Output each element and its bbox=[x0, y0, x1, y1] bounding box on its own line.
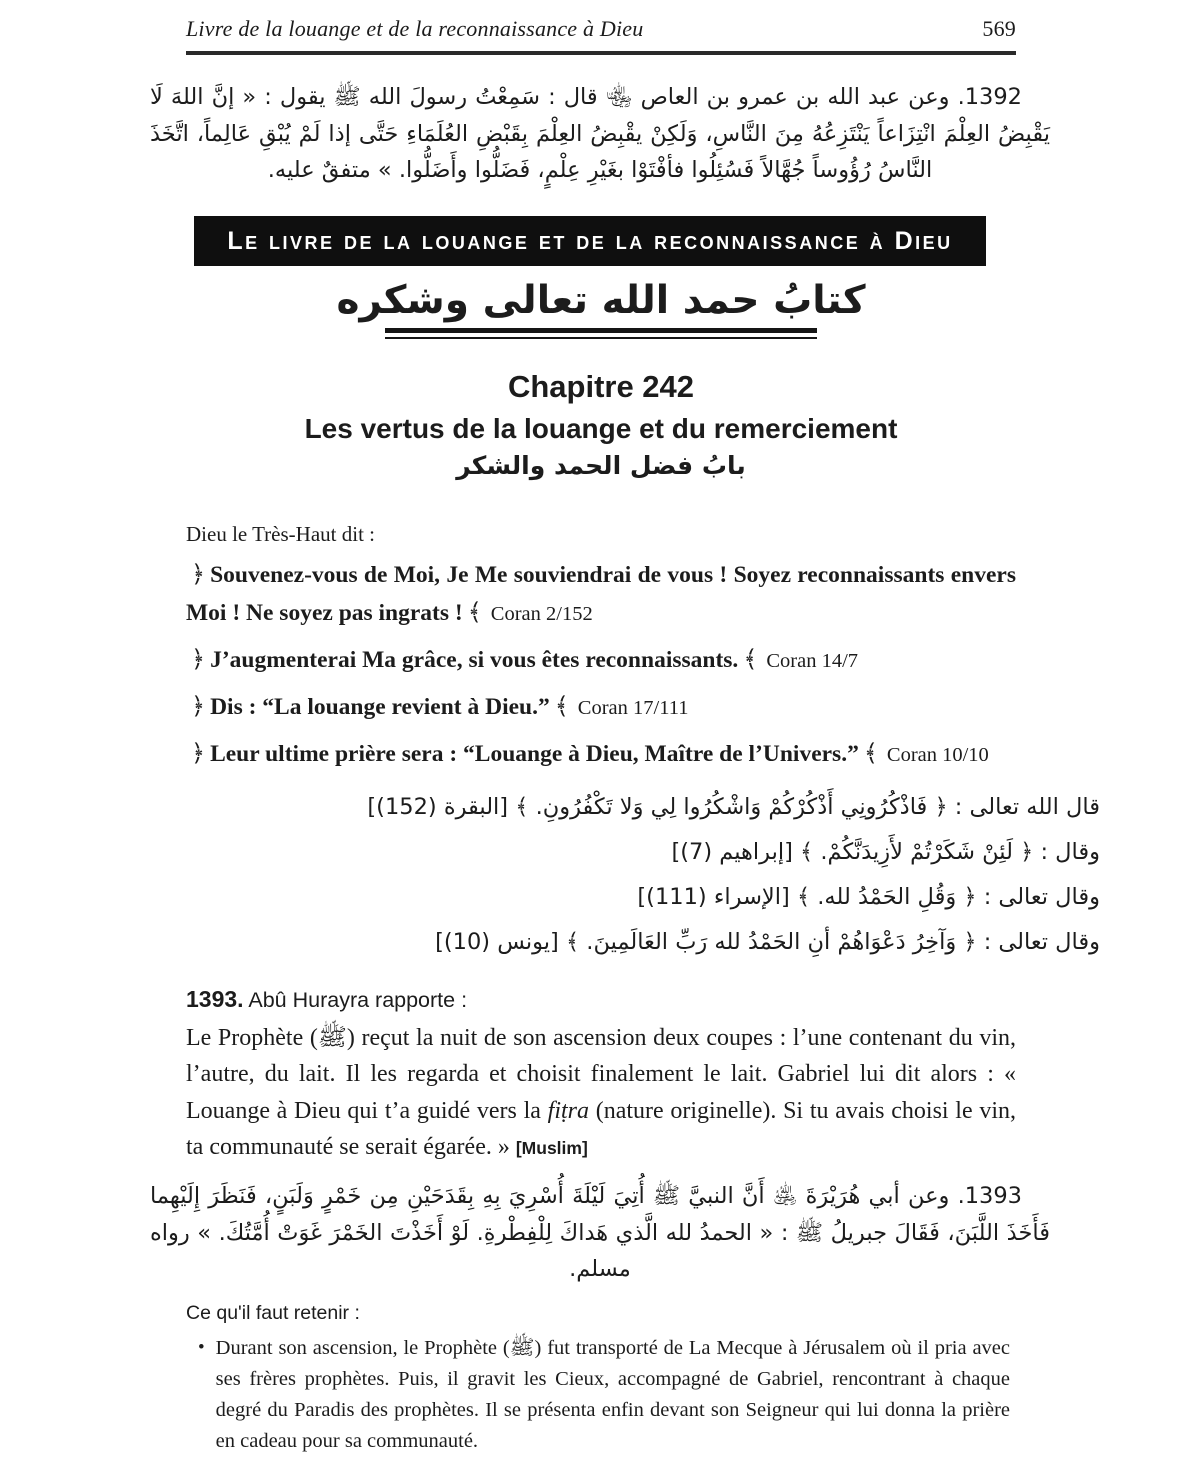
quote-close-ornament-icon: ﴾ bbox=[743, 644, 758, 673]
bullet-icon: • bbox=[198, 1336, 205, 1358]
quote-open-ornament-icon: ﴿ bbox=[191, 738, 206, 767]
hadith-italic-term: fiṭra bbox=[547, 1097, 589, 1124]
hadith-source: [Muslim] bbox=[515, 1138, 588, 1159]
hadith-1393-heading bbox=[186, 986, 1016, 1013]
quote-close-ornament-icon: ﴾ bbox=[467, 597, 482, 626]
page-number: 569 bbox=[982, 16, 1016, 41]
intro-line: Dieu le Très-Haut dit : bbox=[186, 522, 375, 547]
coran-reference: Coran 17/111 bbox=[577, 696, 689, 719]
quote-text: Leur ultime prière sera : “Louange à Dieu, Maître de l’Univers.” bbox=[210, 740, 859, 767]
coran-reference: Coran 2/152 bbox=[490, 602, 593, 625]
retenir-bullet-item bbox=[198, 1333, 1010, 1457]
quote-text: J’augmenterai Ma grâce, si vous êtes reconnaissants. bbox=[210, 646, 739, 673]
hadith-text: Le Prophète (ﷺ) reçut la nuit de son ascension deux coupes : l’une contenant du vin, l’autre, du lait. Il les regarda et choisit finalement le lait. Gabriel lui dit alors : « Louange à Dieu qui t’a guidé vers la bbox=[186, 1024, 1016, 1124]
coran-quotes-arabic bbox=[186, 790, 1100, 960]
coran-quote-ar: وقال : ﴿ لَئِنْ شَكَرْتُمْ لأَزِيدَنَّكُمْ. ﴾ [إبراهيم (7)] bbox=[671, 839, 1100, 866]
quote-open-ornament-icon: ﴿ bbox=[191, 691, 206, 720]
book-title-arabic: كتابُ حمد الله تعالى وشكره bbox=[336, 278, 866, 324]
coran-quote-fr bbox=[186, 688, 1016, 726]
hadith-number: 1393. bbox=[186, 985, 244, 1012]
running-header bbox=[186, 16, 1016, 55]
hadith-1392-arabic: 1392. وعن عبد الله بن عمرو بن العاص ﵄ قال : سَمِعْتُ رسولَ الله ﷺ يقول : « إنَّ اللهَ لَا يَقْبِضُ العِلْمَ انْتِزَاعاً يَنْتَزِعُهُ مِنَ النَّاسِ، وَلَكِنْ يقْبِضُ العِلْمَ بِقَبْضِ العُلَمَاءِ حَتَّى إذا لَمْ يُبْقِ عَالِماً، اتَّخَذَ النَّاسُ رُؤُوساً جُهَّالاً فَسُئِلُوا فأفْتَوْا بغَيْرِ عِلْمٍ، فَضَلُّوا وأَضَلُّوا. » متفقٌ عليه. bbox=[150, 84, 1050, 184]
coran-quote-fr bbox=[186, 556, 1016, 632]
hadith-narrator: Abû Hurayra rapporte : bbox=[248, 987, 468, 1012]
coran-quote-ar: قال الله تعالى : ﴿ فَاذْكُرُونِي أَذْكُرْكُمْ وَاشْكُرُوا لِي وَلا تَكْفُرُونِ. ﴾ [البقرة (152)] bbox=[367, 794, 1100, 821]
coran-reference: Coran 14/7 bbox=[766, 649, 859, 672]
hadith-1393-body bbox=[186, 1020, 1016, 1166]
hadith-text: (nature originelle). Si tu avais choisi le vin, ta communauté se serait égarée. » bbox=[186, 1097, 1017, 1161]
retenir-heading: Ce qu'il faut retenir : bbox=[186, 1301, 360, 1324]
coran-quote-ar: وقال تعالى : ﴿ وَقُلِ الحَمْدُ لله. ﴾ [الإسراء (111)] bbox=[637, 884, 1100, 911]
hadith-1393-arabic: 1393. وعن أبي هُرَيْرَةَ ﵁ أَنَّ النبيَّ ﷺ أُتِيَ لَيْلَةَ أُسْرِيَ بِهِ بِقَدَحَيْنِ مِن خَمْرٍ وَلَبَنٍ، فَنَظَرَ إِلَيْهِما فَأَخَذَ اللَّبَنَ، فَقَالَ جبريلُ ﷺ : « الحمدُ لله الَّذي هَداكَ لِلْفِطْرةِ. لَوْ أَخَذْتَ الخَمْرَ غَوَتْ أُمَّتُكَ. » رواه مسلم. bbox=[150, 1182, 1050, 1283]
quote-open-ornament-icon: ﴿ bbox=[191, 560, 206, 589]
chapter-number: Chapitre 242 bbox=[507, 369, 695, 405]
book-title-banner: Le livre de la louange et de la reconnaissance à Dieu bbox=[194, 216, 986, 266]
coran-quote-fr bbox=[186, 735, 1016, 773]
retenir-bullet-text: Durant son ascension, le Prophète (ﷺ) fut transporté de La Mecque à Jérusalem où il pria avec ses frères prophètes. Puis, il gravit les Cieux, accompagné de Gabriel, rencontrant à chaque degré du Paradis des prophètes. Il se présenta enfin devant son Seigneur qui lui donna la prière en cadeau pour sa communauté. bbox=[215, 1336, 1011, 1453]
coran-quote-fr bbox=[186, 641, 1016, 679]
running-header-title: Livre de la louange et de la reconnaissance à Dieu bbox=[186, 16, 644, 41]
coran-quote-ar: وقال تعالى : ﴿ وَآخِرُ دَعْوَاهُمْ أنِ الحَمْدُ لله رَبِّ العَالَمِينَ. ﴾ [يونس (10)] bbox=[435, 929, 1100, 956]
quote-text: Souvenez-vous de Moi, Je Me souviendrai de vous ! Soyez reconnaissants envers Moi ! Ne soyez pas ingrats ! bbox=[186, 562, 1016, 626]
chapter-title: Les vertus de la louange et du remerciement bbox=[304, 413, 898, 445]
quote-close-ornament-icon: ﴾ bbox=[554, 691, 569, 720]
double-rule bbox=[385, 328, 817, 339]
quote-text: Dis : “La louange revient à Dieu.” bbox=[210, 693, 550, 720]
coran-reference: Coran 10/10 bbox=[886, 743, 989, 766]
quote-close-ornament-icon: ﴾ bbox=[863, 738, 878, 767]
chapter-title-arabic: بابُ فضل الحمد والشكر bbox=[456, 451, 746, 481]
quote-open-ornament-icon: ﴿ bbox=[191, 644, 206, 673]
